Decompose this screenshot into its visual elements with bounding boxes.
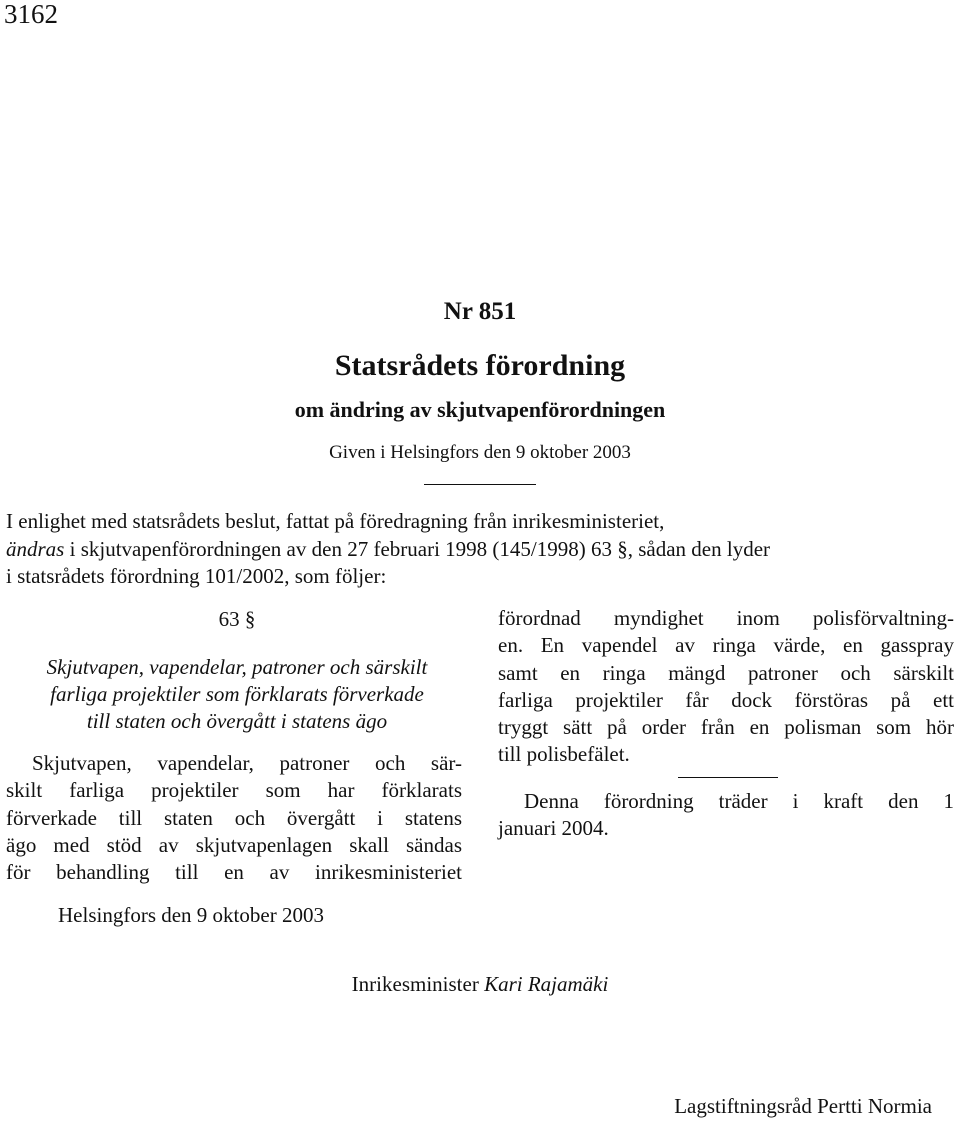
given-date: Given i Helsingfors den 9 oktober 2003 [329,442,631,463]
preamble-emphasis: ändras [6,536,65,561]
section-body-right-column [498,605,954,769]
minister-name: Kari Rajamäki [484,972,609,996]
body-line: en. En vapendel av ringa värde, en gasspray [498,633,954,658]
section-title-line: farliga projektiler som förklarats förverkade [50,682,424,706]
body-line: skilt farliga projektiler som har förklarats [6,778,462,803]
section-number: 63 § [218,607,256,631]
preamble-line-2 [6,536,956,564]
body-line: förverkade till staten och övergått i statens [6,805,462,830]
section-divider [678,777,778,778]
body-line: för behandling till en av inrikesministeriet [6,860,462,885]
preamble-line-3: i statsrådets förordning 101/2002, som följer: [6,564,387,588]
preamble-line-2-text: i skjutvapenförordningen av den 27 februari 1998 (145/1998) 63 §, sådan den lyder [64,536,771,561]
document-title: Statsrådets förordning [334,349,626,382]
minister-signature [0,970,960,998]
section-title-line: Skjutvapen, vapendelar, patroner och särskilt [46,655,428,679]
body-line: Denna förordning träder i kraft den 1 [524,789,954,813]
body-line: samt en ringa mängd patroner och särskilt [498,660,954,685]
entry-into-force [498,788,954,843]
body-line: tryggt sätt på order från en polisman som hör [498,715,954,740]
body-line: januari 2004. [498,816,609,841]
section-title [6,654,468,735]
body-line: farliga projektiler får dock förstöras på ett [498,687,954,712]
body-line: till polisbefälet. [498,742,630,767]
body-line: förordnad myndighet inom polisförvaltning- [498,606,954,630]
document-subtitle: om ändring av skjutvapenförordningen [294,397,666,422]
preamble [6,508,956,591]
counsellor-signature: Lagstiftningsråd Pertti Normia [674,1094,932,1118]
body-line: Skjutvapen, vapendelar, patroner och sär- [32,751,462,775]
section-body-left-column [6,750,462,886]
body-line: ägo med stöd av skjutvapenlagen skall sändas [6,832,462,857]
place-and-date: Helsingfors den 9 oktober 2003 [58,903,324,927]
section-title-line: till staten och övergått i statens ägo [86,709,388,733]
page-number: 3162 [4,0,58,29]
preamble-line-1: I enlighet med statsrådets beslut, fattat på föredragning från inrikesministeriet, [6,509,665,533]
statute-number: Nr 851 [443,298,517,325]
header-divider [424,484,536,485]
minister-title: Inrikesminister [351,972,479,996]
